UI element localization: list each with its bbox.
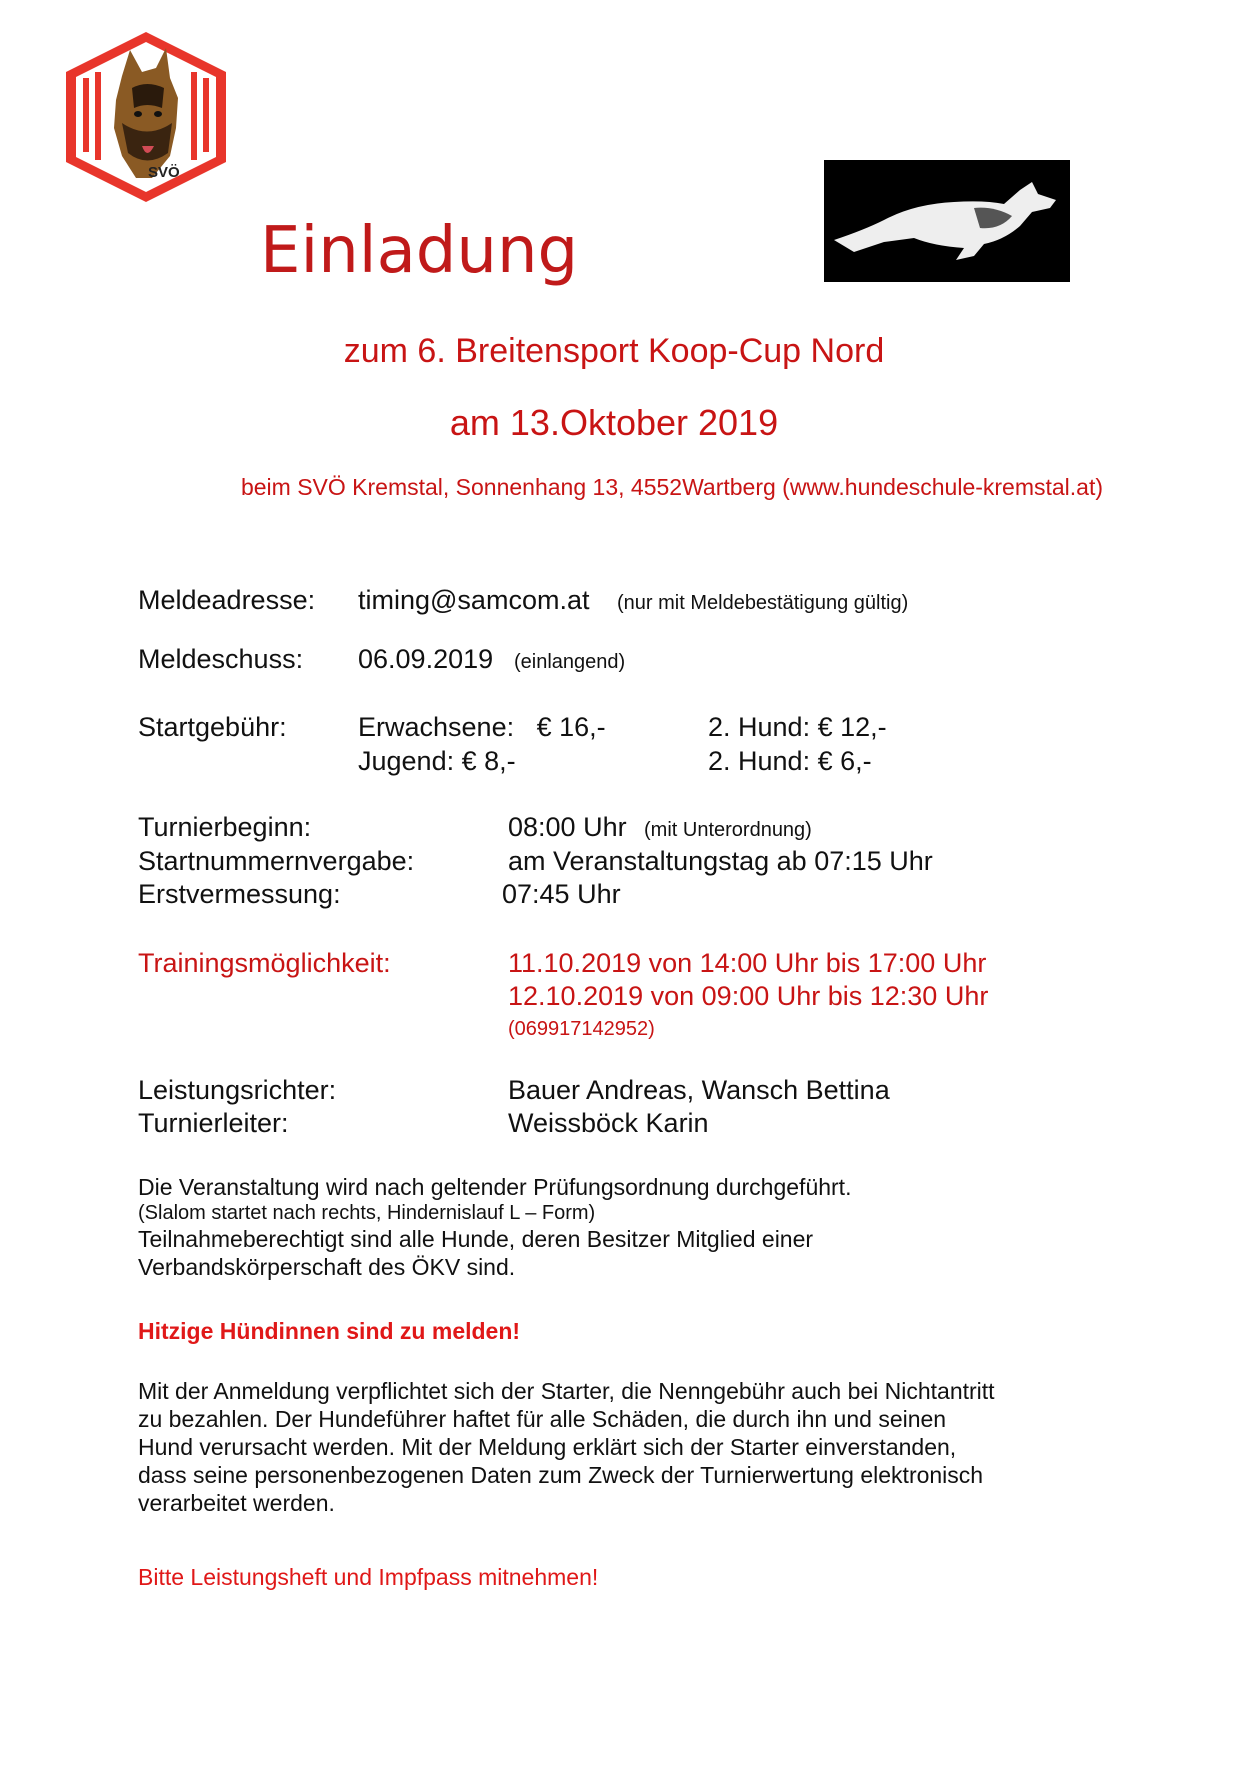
liability-paragraph (138, 1377, 995, 1517)
turnierbeginn-label: Turnierbeginn: (138, 812, 312, 842)
rules-line-1: Die Veranstaltung wird nach geltender Prüfungsordnung durchgeführt. (138, 1174, 852, 1200)
event-name: zum 6. Breitensport Koop-Cup Nord (343, 332, 885, 370)
meldeschuss-label: Meldeschuss: (138, 644, 304, 674)
running-dog-image (824, 160, 1070, 282)
training-line-1: 11.10.2019 von 14:00 Uhr bis 17:00 Uhr (508, 948, 987, 978)
rules-line-3: Teilnahmeberechtigt sind alle Hunde, deren Besitzer Mitglied einer (138, 1226, 814, 1252)
training-label: Trainingsmöglichkeit: (138, 948, 391, 978)
meldeschuss-value: 06.09.2019 (358, 644, 494, 674)
meldeadresse-label: Meldeadresse: (138, 585, 316, 615)
startnummern-value: am Veranstaltungstag ab 07:15 Uhr (508, 846, 933, 876)
erstvermessung-value: 07:45 Uhr (502, 879, 621, 909)
rules-paragraph (138, 1173, 851, 1281)
event-date: am 13.Oktober 2019 (449, 402, 779, 443)
startgebuehr-adult: Erwachsene: € 16,- (358, 712, 606, 742)
startgebuehr-label: Startgebühr: (138, 712, 287, 742)
logo-text: SVÖ (148, 164, 180, 181)
closing-text: Bitte Leistungsheft und Impfpass mitnehmen! (138, 1564, 599, 1590)
startgebuehr-adult-second: 2. Hund: € 12,- (708, 712, 887, 742)
turnierbeginn-note: (mit Unterordnung) (644, 819, 812, 841)
turnierbeginn-value: 08:00 Uhr (508, 812, 627, 842)
venue-address: beim SVÖ Kremstal, Sonnenhang 13, 4552Wartberg (www.hundeschule-kremstal.at) (240, 474, 1104, 500)
startgebuehr-youth-second: 2. Hund: € 6,- (708, 746, 872, 776)
startgebuehr-youth: Jugend: € 8,- (358, 746, 516, 776)
warning-text: Hitzige Hündinnen sind zu melden! (138, 1318, 521, 1344)
training-line-2: 12.10.2019 von 09:00 Uhr bis 12:30 Uhr (508, 981, 989, 1011)
meldeschuss-note: (einlangend) (514, 651, 626, 673)
richter-label: Leistungsrichter: (138, 1075, 337, 1105)
liability-line-5: verarbeitet werden. (138, 1490, 335, 1516)
liability-line-4: dass seine personenbezogenen Daten zum Zweck der Turnierwertung elektronisch (138, 1462, 984, 1488)
page-title: Einladung (260, 214, 579, 288)
liability-line-3: Hund verursacht werden. Mit der Meldung erklärt sich der Starter einverstanden, (138, 1434, 957, 1460)
training-phone: (069917142952) (508, 1018, 655, 1040)
meldeadresse-value[interactable]: timing@samcom.at (358, 585, 590, 615)
svoe-logo (52, 28, 240, 206)
meldeadresse-note: (nur mit Meldebestätigung gültig) (617, 592, 909, 614)
richter-value: Bauer Andreas, Wansch Bettina (508, 1075, 890, 1105)
erstvermessung-label: Erstvermessung: (138, 879, 341, 909)
startnummern-label: Startnummernvergabe: (138, 846, 415, 876)
leiter-value: Weissböck Karin (508, 1108, 709, 1138)
liability-line-1: Mit der Anmeldung verpflichtet sich der Starter, die Nenngebühr auch bei Nichtantritt (138, 1378, 995, 1404)
leiter-label: Turnierleiter: (138, 1108, 289, 1138)
rules-line-4: Verbandskörperschaft des ÖKV sind. (138, 1254, 516, 1280)
rules-line-2: (Slalom startet nach rechts, Hindernislauf L – Form) (138, 1202, 596, 1224)
liability-line-2: zu bezahlen. Der Hundeführer haftet für alle Schäden, die durch ihn und seinen (138, 1406, 947, 1432)
